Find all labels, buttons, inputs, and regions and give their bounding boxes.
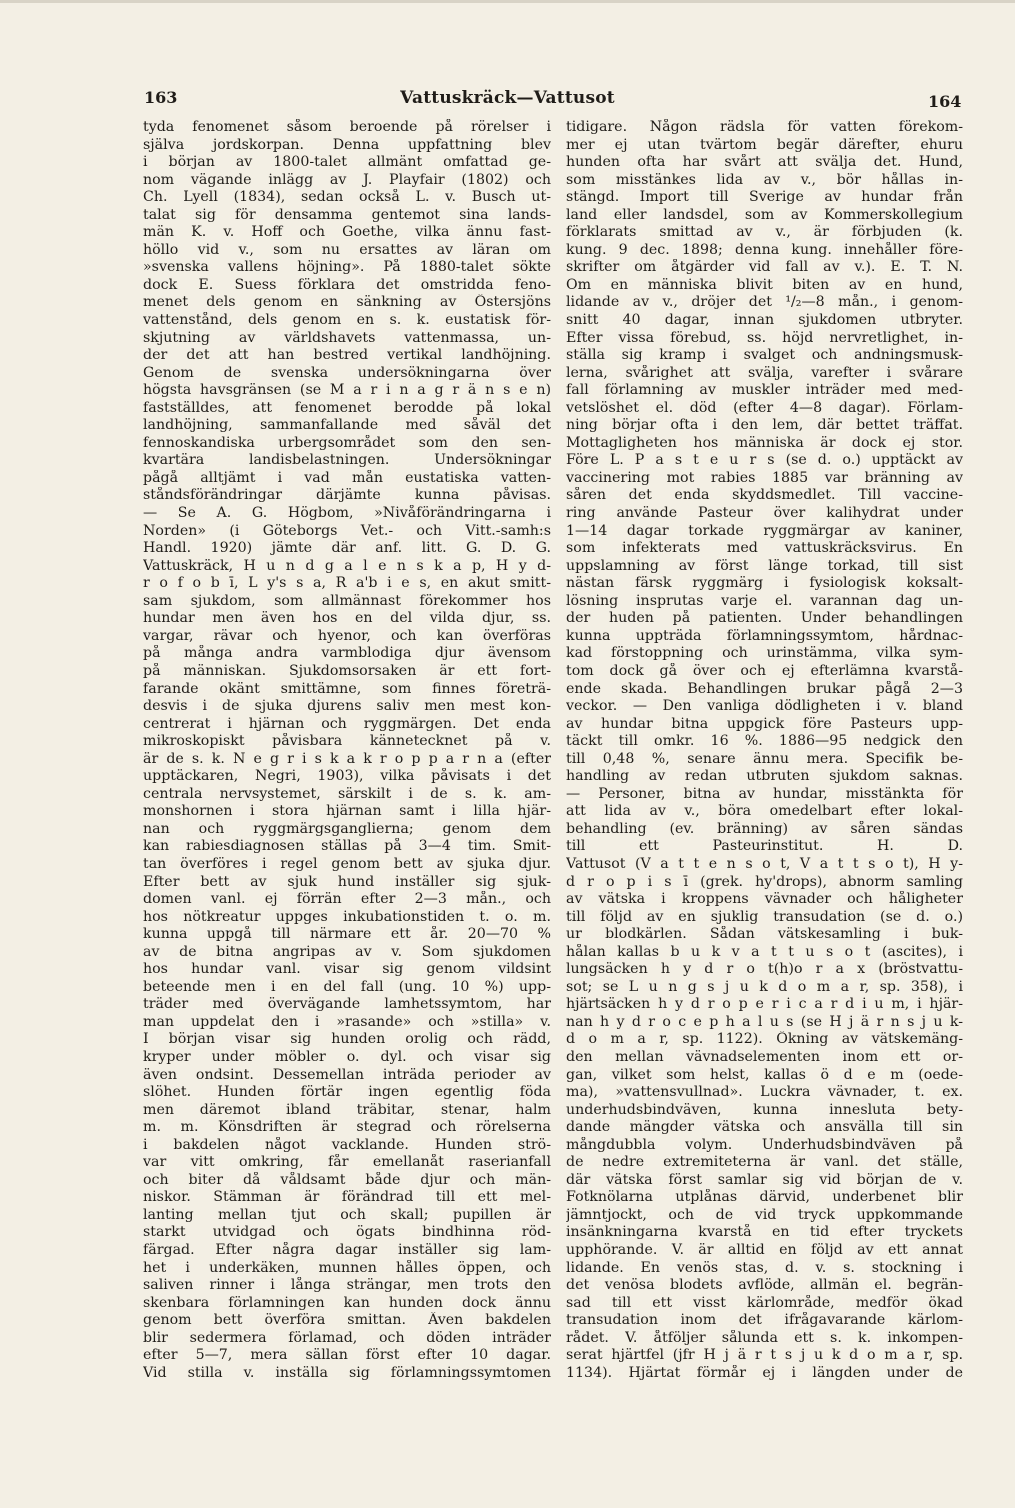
text-line: på många andra varmblodiga djur ävensom (143, 645, 551, 662)
text-line: skenbara förlamningen kan hunden dock ännu (143, 1294, 551, 1311)
text-line: vaccinering mot rabies 1885 var bränning av (566, 469, 963, 486)
text-line: är de s. k. N e g r i s k a k r o p p a r n a (efter (143, 750, 551, 767)
text-line: kryper under möbler o. dyl. och visar sig (143, 1048, 551, 1065)
text-line: ma), »vattensvullnad». Luckra vävnader, t. ex. (566, 1084, 963, 1101)
text-line: fall förlamning av muskler inträder med med- (566, 382, 963, 399)
text-line: av vätska i kroppens vävnader och håligheter (566, 891, 963, 908)
text-line: tidigare. Någon rädsla för vatten förekom- (566, 119, 963, 135)
text-line: skrifter om åtgärder vid fall av v.). E. T. N. (566, 259, 963, 276)
text-line: lerna, svårighet att svälja, varefter i svårare (566, 364, 963, 381)
text-line: var vitt omkring, får emellanåt raserianfall (143, 1154, 551, 1171)
text-line: av de bitna angripas av v. Som sjukdomen (143, 943, 551, 960)
text-line: Före L. P a s t e u r s (se d. o.) upptäckt av (566, 452, 963, 469)
text-line: mikroskopiskt påvisbara kännetecknet på v. (143, 733, 551, 750)
text-line: hunden ofta har svårt att svälja det. Hund, (566, 154, 963, 171)
text-line: lösning insprutas varje el. varannan dag un- (566, 592, 963, 609)
text-line: hos hundar vanl. visar sig genom vildsint (143, 961, 551, 978)
text-line: 1134). Hjärtat förmår ej i längden under de (566, 1364, 963, 1381)
text-line: lidande av v., dröjer det ¹/₂—8 mån., i genom- (566, 294, 963, 311)
text-line: kan rabiesdiagnosen ställas på 3—4 tim. Smit- (143, 838, 551, 855)
text-line: träder med övervägande lamhetssymtom, har (143, 996, 551, 1013)
running-title: Vattuskräck—Vattusot (400, 88, 615, 108)
text-line: saliven rinner i långa strängar, men trots den (143, 1277, 551, 1294)
text-line: slöhet. Hunden förtär ingen egentlig föda (143, 1084, 551, 1101)
text-line: Fotknölarna utplånas därvid, underbenet blir (566, 1189, 963, 1206)
text-line: kunna uppträda förlamningssymtom, hårdnac- (566, 627, 963, 644)
text-line: det venösa blodets avflöde, allmän el. begrän- (566, 1277, 963, 1294)
text-line: d r o p i s ī (grek. hy'drops), abnorm samling (566, 873, 963, 890)
text-line: Mottagligheten hos människa är dock ej stor. (566, 434, 963, 451)
text-line: dock E. Suess förklara det omstridda feno- (143, 276, 551, 293)
text-line: menet dels genom en sänkning av Östersjöns (143, 294, 551, 311)
text-line: 1—14 dagar torkade ryggmärgar av kaniner, (566, 522, 963, 539)
text-line: i bakdelen något vacklande. Hunden strö- (143, 1136, 551, 1153)
text-line: pågå alltjämt i vad mån eustatiska vatten- (143, 469, 551, 486)
page-top-edge (0, 0, 1015, 3)
text-line: Efter vissa förebud, ss. höjd nervretlighet, in- (566, 329, 963, 346)
text-line: såren det enda skyddsmedlet. Till vaccine- (566, 487, 963, 504)
text-line: — Se A. G. Högbom, »Nivåförändringarna i (143, 505, 551, 522)
text-line: jämntjockt, och de vid tryck uppkommande (566, 1206, 963, 1223)
text-line: genom bett överföra smittan. Även bakdelen (143, 1312, 551, 1329)
text-line: underhudsbindväven, kunna innesluta bety- (566, 1101, 963, 1118)
text-line: till ett Pasteurinstitut. H. D. (566, 838, 963, 855)
text-column-right (566, 119, 963, 1382)
text-line: även ondsint. Dessemellan inträda perioder av (143, 1066, 551, 1083)
text-line: fastställdes, att fenomenet berodde på lokal (143, 399, 551, 416)
text-line: centrala nervsystemet, särskilt i de s. k. am- (143, 785, 551, 802)
text-line: nan och ryggmärgsganglierna; genom dem (143, 820, 551, 837)
text-line: man uppdelat den i »rasande» och »stilla» v. (143, 1013, 551, 1030)
text-line: talat sig för densamma gentemot sina lands- (143, 206, 551, 223)
text-line: snitt 40 dagar, innan sjukdomen utbryter. (566, 312, 963, 329)
text-line: tyda fenomenet såsom beroende på rörelser i (143, 119, 551, 135)
text-line: der huden på patienten. Under behandlingen (566, 610, 963, 627)
text-line: transudation inom det ifrågavarande kärlom- (566, 1312, 963, 1329)
text-line: som misstänkes lida av v., bör hållas in- (566, 171, 963, 188)
text-line: behandling (ev. bränning) av såren sändas (566, 820, 963, 837)
text-line: hjärtsäcken h y d r o p e r i c a r d i u m, i hjär- (566, 996, 963, 1013)
text-line: mer ej utan tvärtom begär därefter, ehuru (566, 136, 963, 153)
text-line: män K. v. Hoff och Goethe, vilka ännu fast- (143, 224, 551, 241)
text-line: färgad. Efter några dagar inställer sig lam- (143, 1242, 551, 1258)
text-line: förklarats smittad av v., är förbjuden (k. (566, 224, 963, 241)
text-line: rådet. V. åtföljer sålunda ett s. k. inkompen- (566, 1329, 963, 1346)
text-line: kad förstoppning och urinstämma, vilka sym- (566, 645, 963, 662)
text-line: domen vanl. ej förrän efter 2—3 mån., och (143, 891, 551, 908)
page-number-left: 163 (144, 88, 178, 107)
text-line: täckt till omkr. 16 %. 1886—95 nedgick den (566, 733, 963, 750)
text-line: höllo vid v., som nu ersattes av läran om (143, 241, 551, 258)
text-line: högsta havsgränsen (se M a r i n a g r ä n s e n) (143, 382, 551, 399)
text-line: Vattusot (V a t t e n s o t, V a t t s o t), H y- (566, 855, 963, 872)
text-line: efter 5—7, mera sällan först efter 10 dagar. (143, 1347, 551, 1364)
text-line: ståndsförändringar därjämte kunna påvisas. (143, 487, 551, 504)
text-line: handling av redan utbruten sjukdom saknas. (566, 768, 963, 785)
text-line: den mellan vävnadselementen inom ett or- (566, 1048, 963, 1065)
text-line: hålan kallas b u k v a t t u s o t (ascites), i (566, 943, 963, 960)
text-line: niskor. Stämman är förändrad till ett mel- (143, 1189, 551, 1206)
page-number-right: 164 (928, 92, 962, 111)
text-line: landhöjning, sammanfallande med såväl det (143, 417, 551, 434)
text-line: kunna uppgå till närmare ett år. 20—70 % (143, 926, 551, 943)
text-line: Norden» (i Göteborgs Vet.- och Vitt.-samh:s (143, 522, 551, 539)
text-line: sot; se L u n g s j u k d o m a r, sp. 358), i (566, 978, 963, 995)
text-line: insänkningarna kvarstå en tid efter tryckets (566, 1224, 963, 1241)
text-line: ur blodkärlen. Sådan vätskesamling i buk- (566, 926, 963, 943)
text-line: Efter bett av sjuk hund inställer sig sjuk- (143, 873, 551, 890)
text-line: ställa sig kramp i svalget och andningsmusk- (566, 347, 963, 364)
text-line: kung. 9 dec. 1898; denna kung. innehåller före- (566, 241, 963, 258)
text-line: land eller landsdel, som av Kommerskollegium (566, 206, 963, 223)
text-line: Om en människa blivit biten av en hund, (566, 276, 963, 293)
text-column-left (143, 119, 551, 1382)
text-line: desvis i de sjuka djurens saliv men mest kon- (143, 698, 551, 715)
text-line: upphörande. V. är alltid en följd av ett annat (566, 1242, 963, 1258)
text-line: vargar, rävar och hyenor, och kan överföras (143, 627, 551, 644)
text-line: lidande. En venös stas, d. v. s. stockning i (566, 1259, 963, 1276)
text-line: — Personer, bitna av hundar, misstänkta för (566, 785, 963, 802)
text-line: Handl. 1920) jämte där anf. litt. G. D. G. (143, 540, 551, 557)
text-line: till följd av en sjuklig transudation (se d. o.) (566, 908, 963, 925)
text-line: dande mängder vätska och ansvälla till sin (566, 1119, 963, 1136)
text-line: själva jordskorpan. Denna uppfattning blev (143, 136, 551, 153)
text-line: monshornen i stora hjärnan samt i lilla hjär- (143, 803, 551, 820)
text-line: beteende men i en del fall (ung. 10 %) upp- (143, 978, 551, 995)
text-line: m. m. Könsdriften är stegrad och rörelserna (143, 1119, 551, 1136)
text-line: skjutning av världshavets vattenmassa, un- (143, 329, 551, 346)
text-line: der det att han bestred vertikal landhöjning. (143, 347, 551, 364)
text-line: på människan. Sjukdomsorsaken är ett fort- (143, 662, 551, 679)
text-line: kvartära landisbelastningen. Undersökningar (143, 452, 551, 469)
text-line: nan h y d r o c e p h a l u s (se H j ä r n s j u k- (566, 1013, 963, 1030)
text-line: men däremot ibland träbitar, stenar, halm (143, 1101, 551, 1118)
text-line: Vid stilla v. inställa sig förlamningssymtomen (143, 1364, 551, 1381)
text-line: som infekterats med vattuskräcksvirus. En (566, 540, 963, 557)
text-line: Vattuskräck, H u n d g a l e n s k a p, H y d- (143, 557, 551, 574)
text-line: veckor. — Den vanliga dödligheten i v. bland (566, 698, 963, 715)
text-line: uppslamning av först länge torkad, till sist (566, 557, 963, 574)
text-line: het i underkäken, munnen hålles öppen, och (143, 1259, 551, 1276)
text-line: centrerat i hjärnan och ryggmärgen. Det enda (143, 715, 551, 732)
text-line: stängd. Import till Sverige av hundar från (566, 189, 963, 206)
text-line: de nedre extremiteterna är vanl. det ställe, (566, 1154, 963, 1171)
text-line: tan överföres i regel genom bett av sjuka djur. (143, 855, 551, 872)
text-line: vattenstånd, dels genom en s. k. eustatisk för- (143, 312, 551, 329)
text-line: fennoskandiska urbergsområdet som den sen- (143, 434, 551, 451)
text-line: nom vägande inlägg av J. Playfair (1802) och (143, 171, 551, 188)
text-line: nästan färsk ryggmärg i fysiologisk koksalt- (566, 575, 963, 592)
text-line: där vätska först samlar sig vid början de v. (566, 1171, 963, 1188)
text-line: hos nötkreatur uppges inkubationstiden t. o. m. (143, 908, 551, 925)
text-line: Ch. Lyell (1834), sedan också L. v. Busch ut- (143, 189, 551, 206)
text-line: mångdubbla volym. Underhudsbindväven på (566, 1136, 963, 1153)
text-line: att lida av v., böra omedelbart efter lokal- (566, 803, 963, 820)
text-line: gan, vilket som helst, kallas ö d e m (oede- (566, 1066, 963, 1083)
text-line: sam sjukdom, som allmännast förekommer hos (143, 592, 551, 609)
text-line: »svenska vallens höjning». På 1880-talet sökte (143, 259, 551, 276)
text-line: I början visar sig hunden orolig och rädd, (143, 1031, 551, 1048)
text-line: till 0,48 %, senare ännu mera. Specifik be- (566, 750, 963, 767)
text-line: vetslöshet el. död (efter 4—8 dagar). Förlam- (566, 399, 963, 416)
text-line: ende skada. Behandlingen brukar pågå 2—3 (566, 680, 963, 697)
text-line: ring använde Pasteur över kalihydrat under (566, 505, 963, 522)
text-line: sad till ett visst kärlområde, medför ökad (566, 1294, 963, 1311)
text-line: serat hjärtfel (jfr H j ä r t s j u k d o m a r, sp. (566, 1347, 963, 1364)
text-line: r o f o b ī, L y's s a, R a'b i e s, en akut smitt- (143, 575, 551, 592)
text-line: ning börjar ofta i den lem, där bettet träffat. (566, 417, 963, 434)
text-line: hundar men även hos en del vilda djur, ss. (143, 610, 551, 627)
text-line: d o m a r, sp. 1122). Ökning av vätskemäng- (566, 1031, 963, 1048)
text-line: lungsäcken h y d r o t(h)o r a x (bröstvattu- (566, 961, 963, 978)
text-line: farande okänt smittämne, som finnes företrä- (143, 680, 551, 697)
text-line: Genom de svenska undersökningarna över (143, 364, 551, 381)
text-line: och biter då våldsamt både djur och män- (143, 1171, 551, 1188)
text-line: av hundar bitna uppgick före Pasteurs upp- (566, 715, 963, 732)
text-line: tom dock gå över och ej efterlämna kvarstå- (566, 662, 963, 679)
text-line: starkt utvidgad och ögats bindhinna röd- (143, 1224, 551, 1241)
text-line: upptäckaren, Negri, 1903), vilka påvisats i det (143, 768, 551, 785)
text-line: i början av 1800-talet allmänt omfattad ge- (143, 154, 551, 171)
text-line: blir sedermera förlamad, och döden inträder (143, 1329, 551, 1346)
text-line: lanting mellan tjut och skall; pupillen är (143, 1206, 551, 1223)
